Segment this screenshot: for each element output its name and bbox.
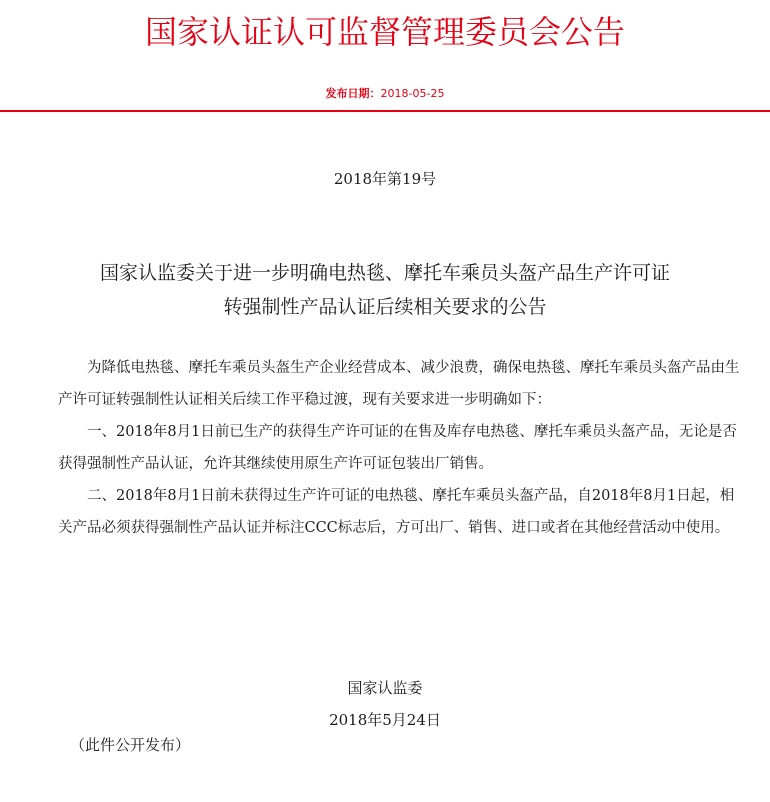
issuer-name: 国家认监委 <box>347 679 423 697</box>
document-heading-line-2: 转强制性产品认证后续相关要求的公告 <box>223 296 547 318</box>
signature-block <box>0 672 770 736</box>
publish-date-label: 发布日期： <box>325 87 381 100</box>
page-title: 国家认证认可监督管理委员会公告 <box>144 13 625 51</box>
document-body <box>58 352 748 544</box>
body-paragraph-item-2: 二、2018年8月1日前未获得过生产许可证的电热毯、摩托车乘员头盔产品，自2018年8月1日起，相关产品必须获得强制性产品认证并标注CCC标志后，方可出厂、销售、进口或者在其他经营活动中使用。 <box>58 488 735 536</box>
issue-date: 2018年5月24日 <box>329 711 441 729</box>
body-paragraph-item-1: 一、2018年8月1日前已生产的获得生产许可证的在售及库存电热毯、摩托车乘员头盔产品，无论是否获得强制性产品认证，允许其继续使用原生产许可证包装出厂销售。 <box>58 424 737 472</box>
document-number: 2018年第19号 <box>333 170 437 188</box>
publish-date-value: 2018-05-25 <box>380 87 445 100</box>
header-divider <box>0 110 770 112</box>
document-heading <box>30 256 740 324</box>
body-paragraph-intro: 为降低电热毯、摩托车乘员头盔生产企业经营成本、减少浪费，确保电热毯、摩托车乘员头盔产品由生产许可证转强制性认证相关后续工作平稳过渡，现有关要求进一步明确如下： <box>58 360 740 408</box>
document-heading-line-1: 国家认监委关于进一步明确电热毯、摩托车乘员头盔产品生产许可证 <box>99 262 670 284</box>
publish-date <box>0 86 770 102</box>
publication-note: （此件公开发布） <box>70 736 191 754</box>
